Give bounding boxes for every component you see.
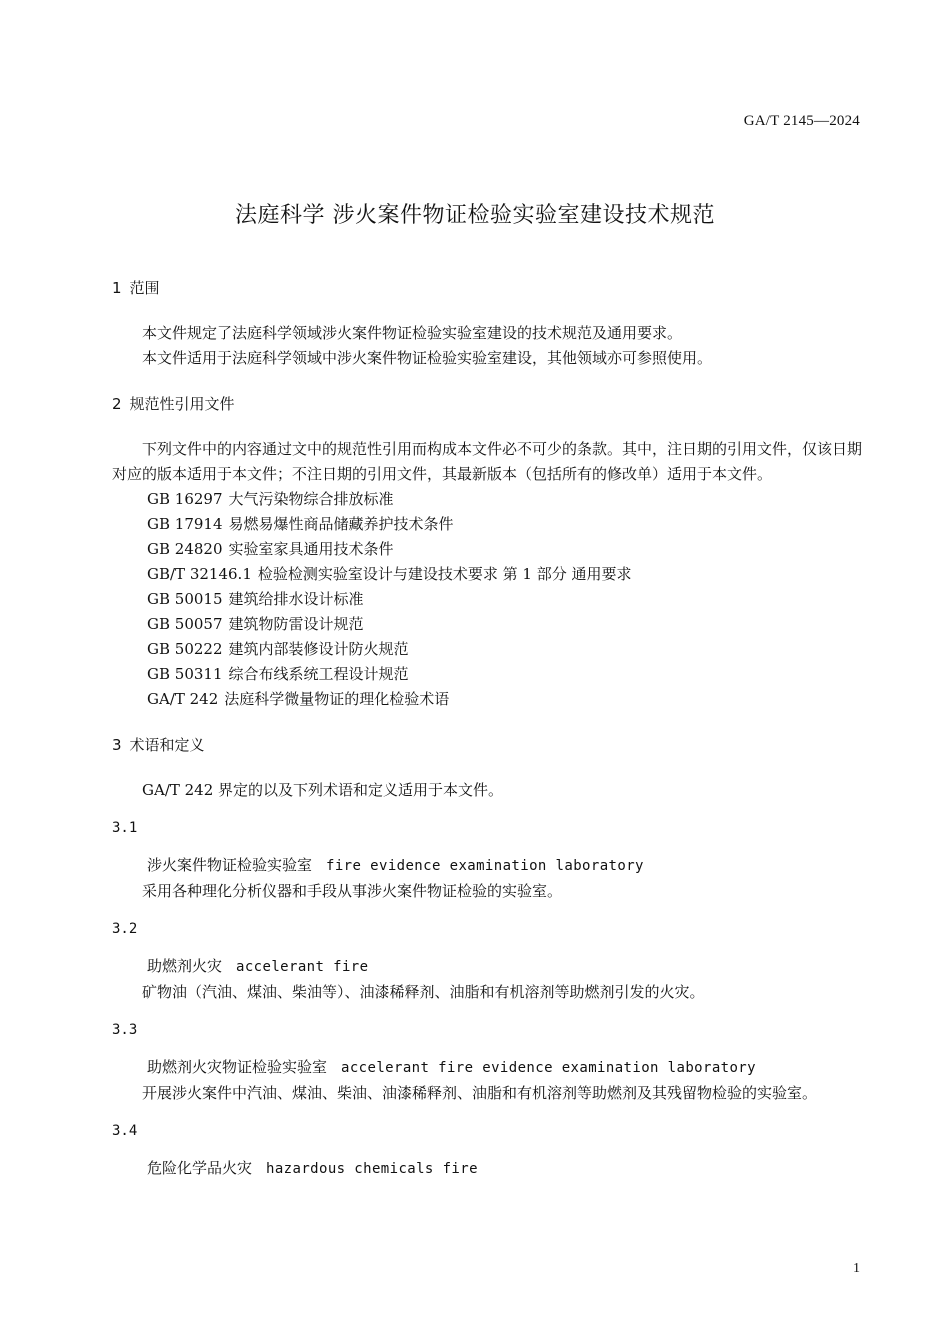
reference-code: GB 50015 xyxy=(147,590,223,608)
term-definition: 矿物油（汽油、煤油、柴油等）、油漆稀释剂、油脂和有机溶剂等助燃剂引发的火灾。 xyxy=(142,983,705,1001)
term-number: 3.4 xyxy=(112,1123,138,1139)
normative-refs-intro: 下列文件中的内容通过文中的规范性引用而构成本文件必不可少的条款。其中，注日期的引用文件，仅该日期对应的版本适用于本文件；不注日期的引用文件，其最新版本（包括所有的修改单）适用于本文件。 xyxy=(112,440,863,483)
section-title: 术语和定义 xyxy=(129,736,205,754)
term-heading xyxy=(112,954,862,980)
reference-item xyxy=(112,537,862,562)
term-definition: 开展涉火案件中汽油、煤油、柴油、油漆稀释剂、油脂和有机溶剂等助燃剂及其残留物检验的实验室。 xyxy=(142,1084,818,1102)
reference-code: GB/T 32146.1 xyxy=(147,565,252,583)
reference-name: 建筑给排水设计标准 xyxy=(228,590,364,608)
reference-name: 大气污染物综合排放标准 xyxy=(228,490,394,508)
reference-code: GB 50311 xyxy=(147,665,223,683)
term-english: accelerant fire evidence examination laboratory xyxy=(341,1060,756,1076)
reference-code: GB 50057 xyxy=(147,615,223,633)
page-number: 1 xyxy=(853,1261,860,1276)
reference-name: 建筑内部装修设计防火规范 xyxy=(228,640,409,658)
reference-item xyxy=(112,662,862,687)
reference-code: GA/T 242 xyxy=(147,690,219,708)
reference-code: GB 24820 xyxy=(147,540,223,558)
section-title: 范围 xyxy=(129,279,160,297)
reference-code: GB 16297 xyxy=(147,490,223,508)
reference-item xyxy=(112,487,862,512)
term-number: 3.3 xyxy=(112,1022,138,1038)
term-chinese: 助燃剂火灾 xyxy=(147,957,223,975)
terms-intro: GA/T 242 界定的以及下列术语和定义适用于本文件。 xyxy=(142,781,504,799)
section-number: 3 xyxy=(112,736,122,754)
reference-item xyxy=(112,512,862,537)
section-heading-scope xyxy=(112,277,862,299)
reference-item xyxy=(112,562,862,587)
standard-code: GA/T 2145—2024 xyxy=(743,113,860,129)
term-english: fire evidence examination laboratory xyxy=(326,858,644,874)
reference-name: 检验检测实验室设计与建设技术要求 第 1 部分 通用要求 xyxy=(257,565,632,583)
reference-name: 综合布线系统工程设计规范 xyxy=(228,665,409,683)
term-heading xyxy=(112,1156,862,1182)
term-heading xyxy=(112,853,862,879)
scope-paragraph: 本文件规定了法庭科学领域涉火案件物证检验实验室建设的技术规范及通用要求。 xyxy=(142,324,683,342)
term-chinese: 涉火案件物证检验实验室 xyxy=(147,856,313,874)
scope-paragraph: 本文件适用于法庭科学领域中涉火案件物证检验实验室建设，其他领域亦可参照使用。 xyxy=(142,349,713,367)
reference-name: 法庭科学微量物证的理化检验术语 xyxy=(224,690,450,708)
section-heading-normative-refs xyxy=(112,393,862,415)
reference-item xyxy=(112,637,862,662)
reference-code: GB 17914 xyxy=(147,515,223,533)
reference-list xyxy=(112,487,862,712)
term-number: 3.2 xyxy=(112,921,138,937)
document-body xyxy=(112,277,862,1182)
reference-code: GB 50222 xyxy=(147,640,223,658)
reference-name: 建筑物防雷设计规范 xyxy=(228,615,364,633)
document-title: 法庭科学 涉火案件物证检验实验室建设技术规范 xyxy=(235,203,715,228)
section-number: 2 xyxy=(112,395,122,413)
section-title: 规范性引用文件 xyxy=(129,395,235,413)
section-heading-terms xyxy=(112,734,862,756)
reference-item xyxy=(112,612,862,637)
reference-item xyxy=(112,687,862,712)
reference-name: 易燃易爆性商品储藏养护技术条件 xyxy=(228,515,454,533)
term-chinese: 助燃剂火灾物证检验实验室 xyxy=(147,1058,328,1076)
term-english: hazardous chemicals fire xyxy=(266,1161,478,1177)
term-chinese: 危险化学品火灾 xyxy=(147,1159,253,1177)
reference-item xyxy=(112,587,862,612)
term-heading xyxy=(112,1055,862,1081)
reference-name: 实验室家具通用技术条件 xyxy=(228,540,394,558)
term-english: accelerant fire xyxy=(236,959,369,975)
section-number: 1 xyxy=(112,279,122,297)
term-definition: 采用各种理化分析仪器和手段从事涉火案件物证检验的实验室。 xyxy=(142,882,563,900)
term-number: 3.1 xyxy=(112,820,138,836)
